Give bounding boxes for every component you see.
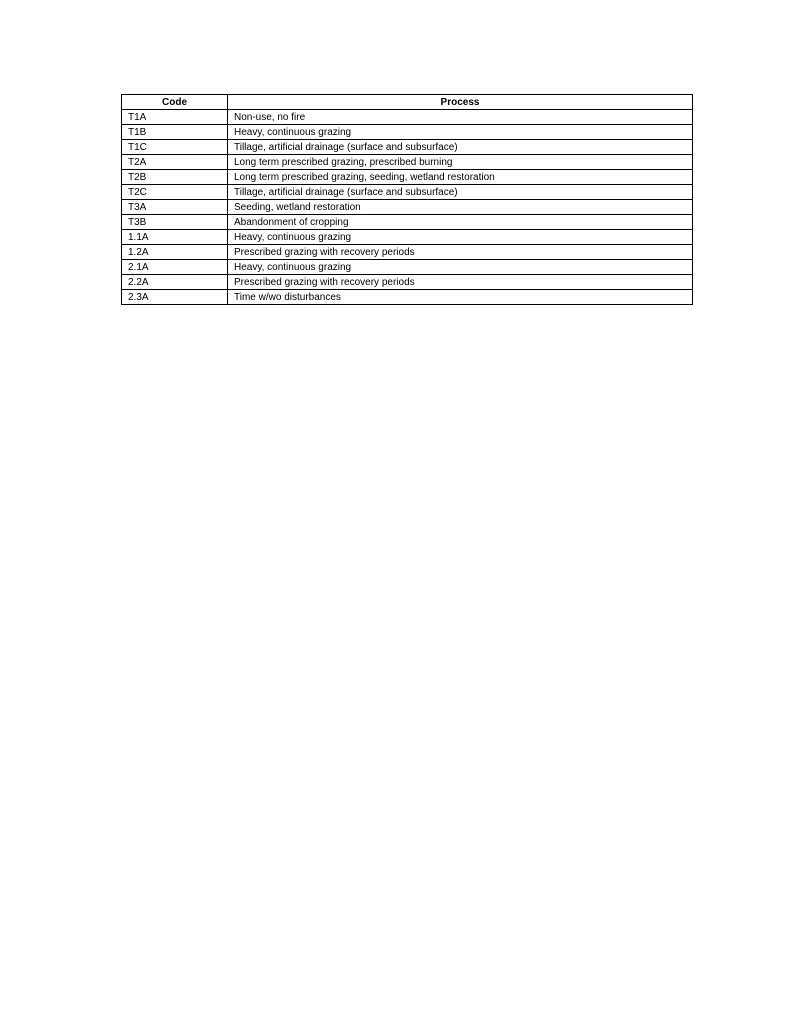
cell-process: Abandonment of cropping	[228, 215, 693, 230]
table-row	[122, 230, 693, 245]
cell-code: T3A	[122, 200, 228, 215]
cell-code: 1.1A	[122, 230, 228, 245]
table-row	[122, 260, 693, 275]
cell-process: Heavy, continuous grazing	[228, 260, 693, 275]
table-row	[122, 170, 693, 185]
cell-code: T1C	[122, 140, 228, 155]
cell-code: 2.1A	[122, 260, 228, 275]
table-row	[122, 275, 693, 290]
cell-process: Seeding, wetland restoration	[228, 200, 693, 215]
column-header-code: Code	[122, 95, 228, 110]
table-row	[122, 155, 693, 170]
cell-code: T2B	[122, 170, 228, 185]
table-row	[122, 110, 693, 125]
table-row	[122, 140, 693, 155]
header-row	[122, 95, 693, 110]
cell-process: Long term prescribed grazing, prescribed burning	[228, 155, 693, 170]
table-body	[122, 110, 693, 305]
table-row	[122, 200, 693, 215]
column-header-process: Process	[228, 95, 693, 110]
table-row	[122, 245, 693, 260]
cell-process: Prescribed grazing with recovery periods	[228, 275, 693, 290]
cell-code: T1B	[122, 125, 228, 140]
process-table	[121, 94, 693, 305]
cell-process: Long term prescribed grazing, seeding, wetland restoration	[228, 170, 693, 185]
cell-code: 2.3A	[122, 290, 228, 305]
cell-code: 2.2A	[122, 275, 228, 290]
cell-code: T3B	[122, 215, 228, 230]
table-header	[122, 95, 693, 110]
cell-code: T2A	[122, 155, 228, 170]
table-row	[122, 185, 693, 200]
cell-code: T1A	[122, 110, 228, 125]
cell-code: T2C	[122, 185, 228, 200]
cell-process: Time w/wo disturbances	[228, 290, 693, 305]
cell-process: Tillage, artificial drainage (surface and subsurface)	[228, 185, 693, 200]
cell-process: Non-use, no fire	[228, 110, 693, 125]
cell-code: 1.2A	[122, 245, 228, 260]
cell-process: Heavy, continuous grazing	[228, 230, 693, 245]
table-row	[122, 215, 693, 230]
table-row	[122, 125, 693, 140]
cell-process: Prescribed grazing with recovery periods	[228, 245, 693, 260]
cell-process: Heavy, continuous grazing	[228, 125, 693, 140]
cell-process: Tillage, artificial drainage (surface and subsurface)	[228, 140, 693, 155]
table-row	[122, 290, 693, 305]
